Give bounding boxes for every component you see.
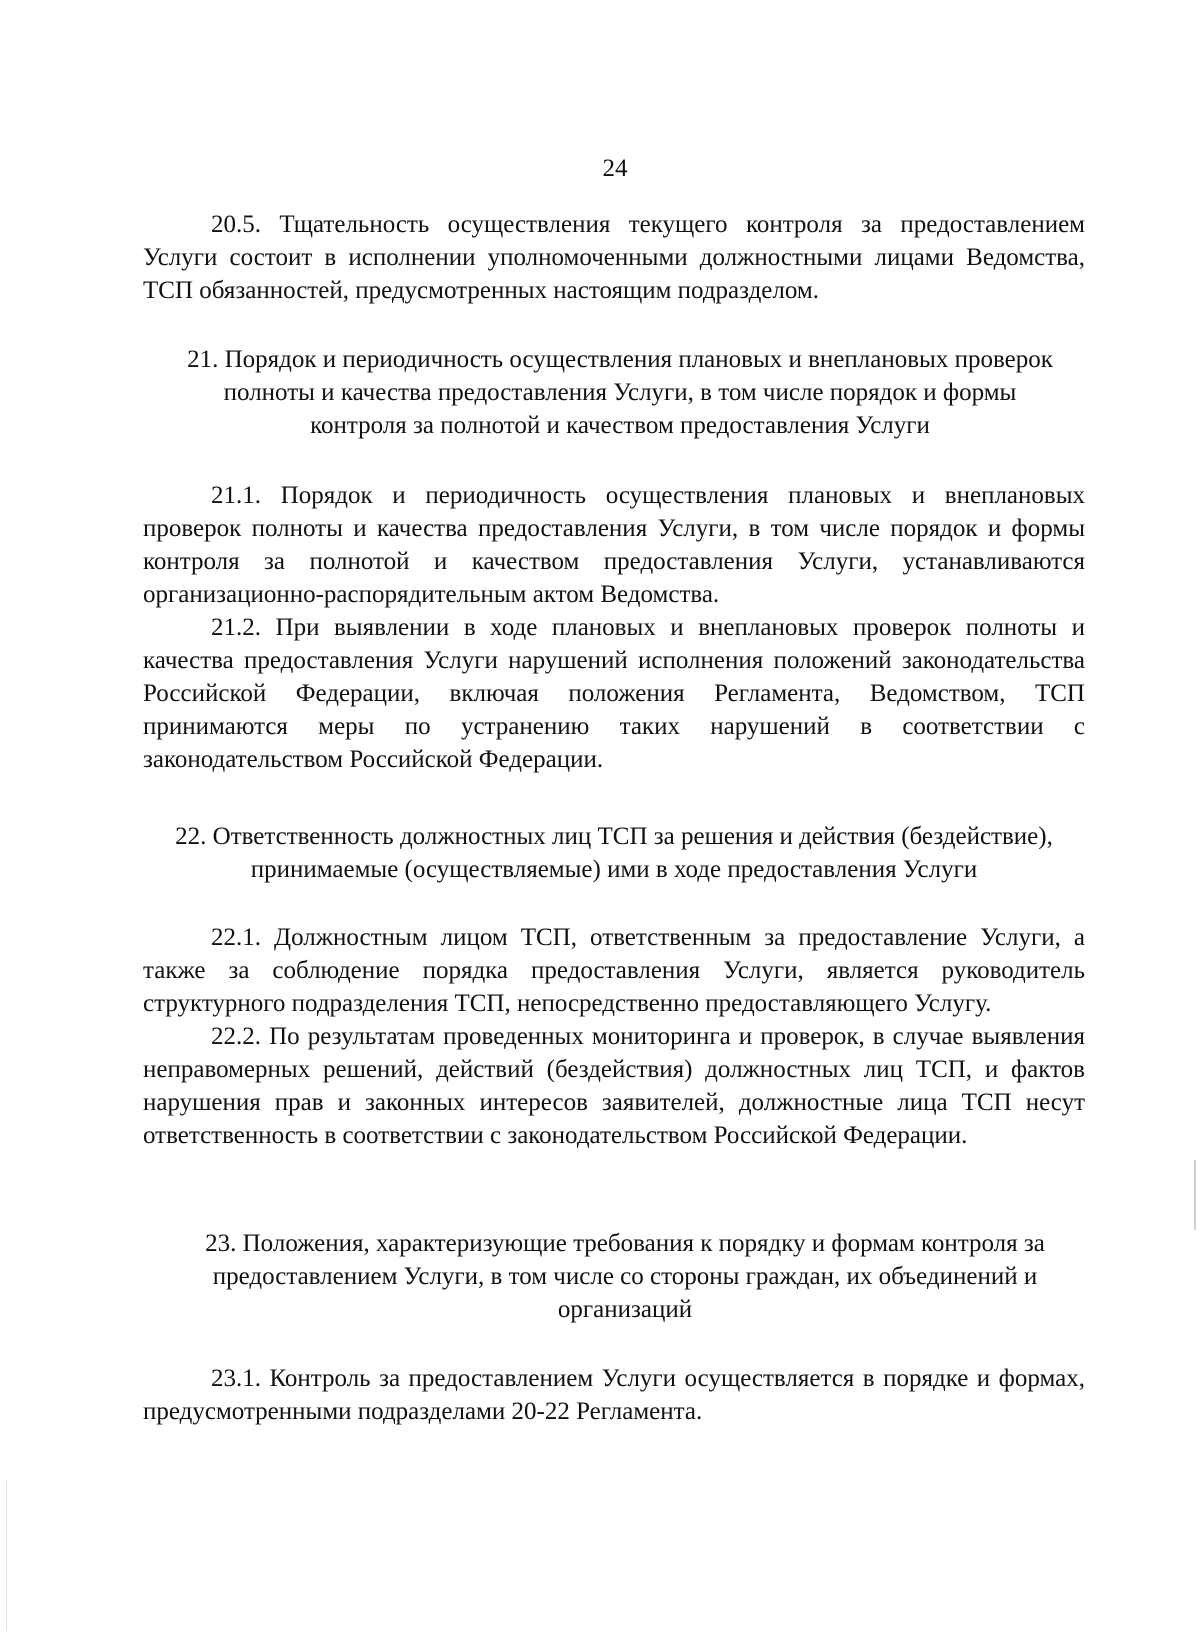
section-23-paragraphs	[143, 1362, 1085, 1428]
scan-edge-mark-left	[6, 1480, 7, 1630]
heading-text: 23. Положения, характеризующие требования к порядку и формам контроля за предоставлением Услуги, в том числе со стороны граждан, их объединений и организаций	[205, 1230, 1045, 1323]
heading-text: 21. Порядок и периодичность осуществления плановых и внеплановых проверок полноты и качества предоставления Услуги, в том числе порядок и формы контроля за полнотой и качеством предоставления Услуги	[187, 346, 1053, 439]
heading-text: 22. Ответственность должностных лиц ТСП за решения и действия (бездействие), принимаемые (осуществляемые) ими в ходе предоставления Услуги	[175, 823, 1053, 883]
section-heading-21	[180, 343, 1060, 442]
paragraph-22-1: 22.1. Должностным лицом ТСП, ответственным за предоставление Услуги, а также за соблюдение порядка предоставления Услуги, является руководитель структурного подразделения ТСП, непосредственно предоставляющего Услугу.	[143, 924, 1085, 1017]
section-21-paragraphs	[143, 479, 1085, 776]
section-22-paragraphs	[143, 921, 1085, 1152]
paragraph-20-5	[143, 208, 1085, 307]
page-number: 24	[602, 155, 628, 182]
section-heading-22	[143, 820, 1085, 886]
section-heading-23	[170, 1227, 1080, 1326]
paragraph-23-1: 23.1. Контроль за предоставлением Услуги осуществляется в порядке и формах, предусмотренными подразделами 20-22 Регламента.	[143, 1365, 1085, 1425]
scan-edge-mark	[1194, 1160, 1196, 1230]
paragraph-text: 20.5. Тщательность осуществления текущего контроля за предоставлением Услуги состоит в исполнении уполномоченными должностными лицами Ведомства, ТСП обязанностей, предусмотренных настоящим подразделом.	[143, 211, 1085, 304]
paragraph-22-2: 22.2. По результатам проведенных мониторинга и проверок, в случае выявления неправомерных решений, действий (бездействия) должностных лиц ТСП, и фактов нарушения прав и законных интересов заявителей, должностные лица ТСП несут ответственность в соответствии с законодательством Российской Федерации.	[143, 1023, 1085, 1149]
paragraph-21-2: 21.2. При выявлении в ходе плановых и внеплановых проверок полноты и качества предоставления Услуги нарушений исполнения положений законодательства Российской Федерации, включая положения Регламента, Ведомством, ТСП принимаются меры по устранению таких нарушений в соответствии с законодательством Российской Федерации.	[143, 614, 1085, 773]
paragraph-21-1: 21.1. Порядок и периодичность осуществления плановых и внеплановых проверок полноты и качества предоставления Услуги, в том числе порядок и формы контроля за полнотой и качеством предоставления Услуги, устанавливаются организационно-распорядительным актом Ведомства.	[143, 482, 1085, 608]
